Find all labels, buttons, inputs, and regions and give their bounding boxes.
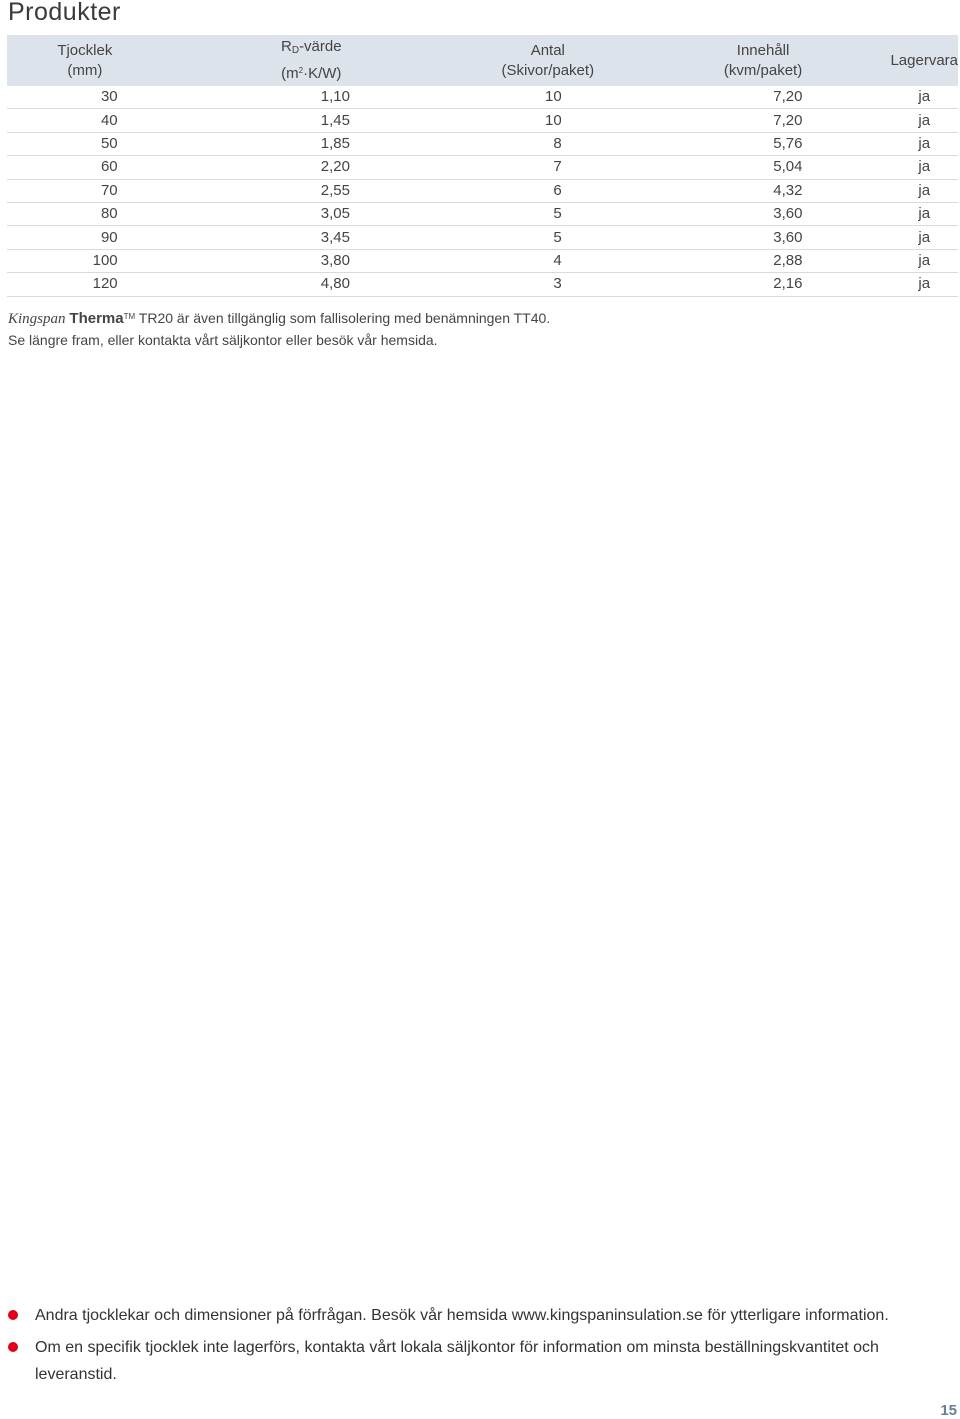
table-row	[7, 109, 958, 132]
header-content-label: Innehåll	[736, 41, 790, 59]
cell-stock: ja	[890, 109, 958, 132]
cell-thickness: 100	[7, 249, 163, 272]
table-header-row	[7, 35, 958, 86]
note-line-1	[8, 306, 550, 330]
header-thickness-unit: (mm)	[67, 61, 103, 79]
note-line-2: Se längre fram, eller kontakta vårt säljkontor eller besök vår hemsida.	[8, 332, 438, 348]
cell-rd-value: 3,80	[163, 249, 460, 272]
header-thickness-label: Tjocklek	[57, 41, 113, 59]
cell-thickness: 40	[7, 109, 163, 132]
table-row	[7, 132, 958, 155]
page-number: 15	[940, 1402, 957, 1419]
header-count-label: Antal	[530, 41, 565, 59]
table-row	[7, 226, 958, 249]
table-row	[7, 249, 958, 272]
cell-content: 5,76	[636, 132, 891, 155]
cell-rd-value: 2,20	[163, 156, 460, 179]
cell-rd-value: 3,05	[163, 202, 460, 225]
cell-stock: ja	[890, 226, 958, 249]
cell-content: 3,60	[636, 202, 891, 225]
list-item	[8, 1334, 948, 1388]
header-stock: Lagervara	[890, 35, 958, 86]
cell-thickness: 60	[7, 156, 163, 179]
product-table	[7, 35, 958, 297]
cell-rd-value: 1,45	[163, 109, 460, 132]
cell-content: 2,16	[636, 273, 891, 296]
cell-count: 10	[460, 109, 636, 132]
bullet-text: Om en specifik tjocklek inte lagerförs, kontakta vårt lokala säljkontor för information om minsta beställningskvantitet och leveranstid.	[35, 1339, 879, 1383]
note-line-1-text: TR20 är även tillgänglig som fallisolering med benämningen TT40.	[135, 310, 551, 326]
cell-rd-value: 1,10	[163, 86, 460, 109]
brand-therma: Therma	[69, 310, 124, 327]
brand-tm: TM	[123, 312, 136, 321]
cell-count: 3	[460, 273, 636, 296]
list-item	[8, 1302, 948, 1329]
table-body	[7, 86, 958, 296]
header-count-unit: (Skivor/paket)	[501, 61, 595, 79]
cell-rd-value: 1,85	[163, 132, 460, 155]
table-row	[7, 202, 958, 225]
cell-thickness: 90	[7, 226, 163, 249]
cell-stock: ja	[890, 202, 958, 225]
header-content	[636, 35, 891, 86]
cell-count: 5	[460, 226, 636, 249]
cell-count: 8	[460, 132, 636, 155]
cell-stock: ja	[890, 156, 958, 179]
cell-content: 7,20	[636, 86, 891, 109]
table-row	[7, 273, 958, 296]
cell-stock: ja	[890, 273, 958, 296]
header-rd-unit: $(m^2\cdot K/W)$	[281, 65, 342, 82]
cell-stock: ja	[890, 132, 958, 155]
header-rd-label: $R_D$-värde	[280, 38, 342, 56]
header-count	[460, 35, 636, 86]
bullet-text: Andra tjocklekar och dimensioner på förfrågan. Besök vår hemsida www.kingspaninsulation.se för ytterligare information.	[35, 1307, 889, 1324]
cell-count: 4	[460, 249, 636, 272]
cell-content: 5,04	[636, 156, 891, 179]
bullet-list	[8, 1302, 948, 1393]
page-title: Produkter	[8, 0, 121, 26]
bullet-dot-icon	[8, 1342, 18, 1352]
cell-thickness: 80	[7, 202, 163, 225]
cell-thickness: 70	[7, 179, 163, 202]
cell-content: 2,88	[636, 249, 891, 272]
table-row	[7, 179, 958, 202]
cell-content: 3,60	[636, 226, 891, 249]
cell-count: 5	[460, 202, 636, 225]
table-row	[7, 156, 958, 179]
cell-thickness: 120	[7, 273, 163, 296]
cell-stock: ja	[890, 249, 958, 272]
header-thickness	[7, 35, 163, 86]
cell-thickness: 30	[7, 86, 163, 109]
cell-rd-value: 3,45	[163, 226, 460, 249]
bullet-dot-icon	[8, 1310, 18, 1320]
cell-thickness: 50	[7, 132, 163, 155]
cell-content: 4,32	[636, 179, 891, 202]
cell-stock: ja	[890, 86, 958, 109]
cell-count: 6	[460, 179, 636, 202]
cell-rd-value: 4,80	[163, 273, 460, 296]
cell-content: 7,20	[636, 109, 891, 132]
cell-rd-value: 2,55	[163, 179, 460, 202]
brand-kingspan: Kingspan	[8, 311, 66, 327]
cell-count: 7	[460, 156, 636, 179]
cell-stock: ja	[890, 179, 958, 202]
header-rd-value	[163, 35, 460, 86]
product-note	[8, 306, 550, 351]
header-content-unit: (kvm/paket)	[723, 61, 803, 79]
cell-count: 10	[460, 86, 636, 109]
table-row	[7, 86, 958, 109]
